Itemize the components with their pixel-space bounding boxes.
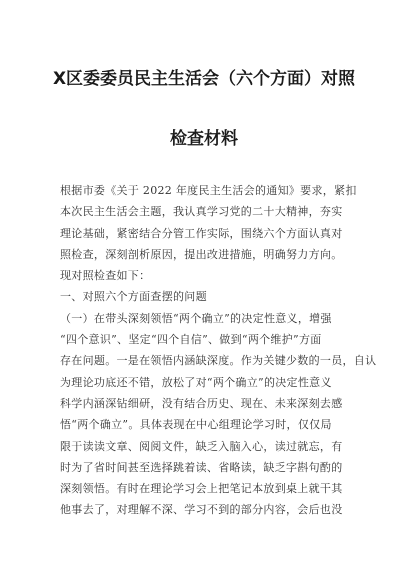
document-body — [60, 180, 377, 521]
body-line: 他事去了，对理解不深、学习不到的部分内容，会后也没 — [60, 503, 343, 517]
body-line: 科学内涵深钻细研，没有结合历史、现在、未来深刻去感 — [60, 396, 343, 410]
body-line: 现对照检查如下： — [60, 269, 151, 283]
body-line: “四个意识”、坚定“四个自信”、做到“两个维护”方面 — [60, 333, 322, 347]
body-line: 悟“两个确立”。具体表现在中心组理论学习时，仅仅局 — [60, 418, 332, 432]
body-line: 限于读读文章、阅阅文件，缺乏入脑入心，读过就忘，有 — [60, 439, 343, 453]
body-line: 根据市委《关于 2022 年度民主生活会的通知》要求，紧扣 — [60, 184, 357, 197]
body-line: 照检查，深刻剖析原因，提出改进措施，明确努力方向。 — [60, 247, 343, 261]
body-line: 深刻领悟。有时在理论学习会上把笔记本放到桌上就干其 — [60, 482, 343, 496]
body-line: 理论基础，紧密结合分管工作实际，围绕六个方面认真对 — [60, 226, 343, 240]
document-subtitle: 检查材料 — [170, 129, 238, 149]
body-line: 本次民主生活会主题，我认真学习党的二十大精神，夯实 — [60, 205, 343, 219]
body-line: 为理论功底还不错，放松了对“两个确立”的决定性意义 — [60, 375, 332, 389]
section-heading: 一、对照六个方面查摆的问题 — [60, 290, 207, 304]
body-line: 时为了省时间甚至选择跳着读、省略读，缺乏字斟句酌的 — [60, 460, 343, 474]
body-line: 存在问题。一是在领悟内涵缺深度。作为关键少数的一员，自认 — [60, 354, 377, 368]
body-line: （一）在带头深刻领悟“两个确立”的决定性意义，增强 — [60, 311, 332, 325]
document-title: X区委委员民主生活会（六个方面）对照 — [52, 69, 356, 89]
